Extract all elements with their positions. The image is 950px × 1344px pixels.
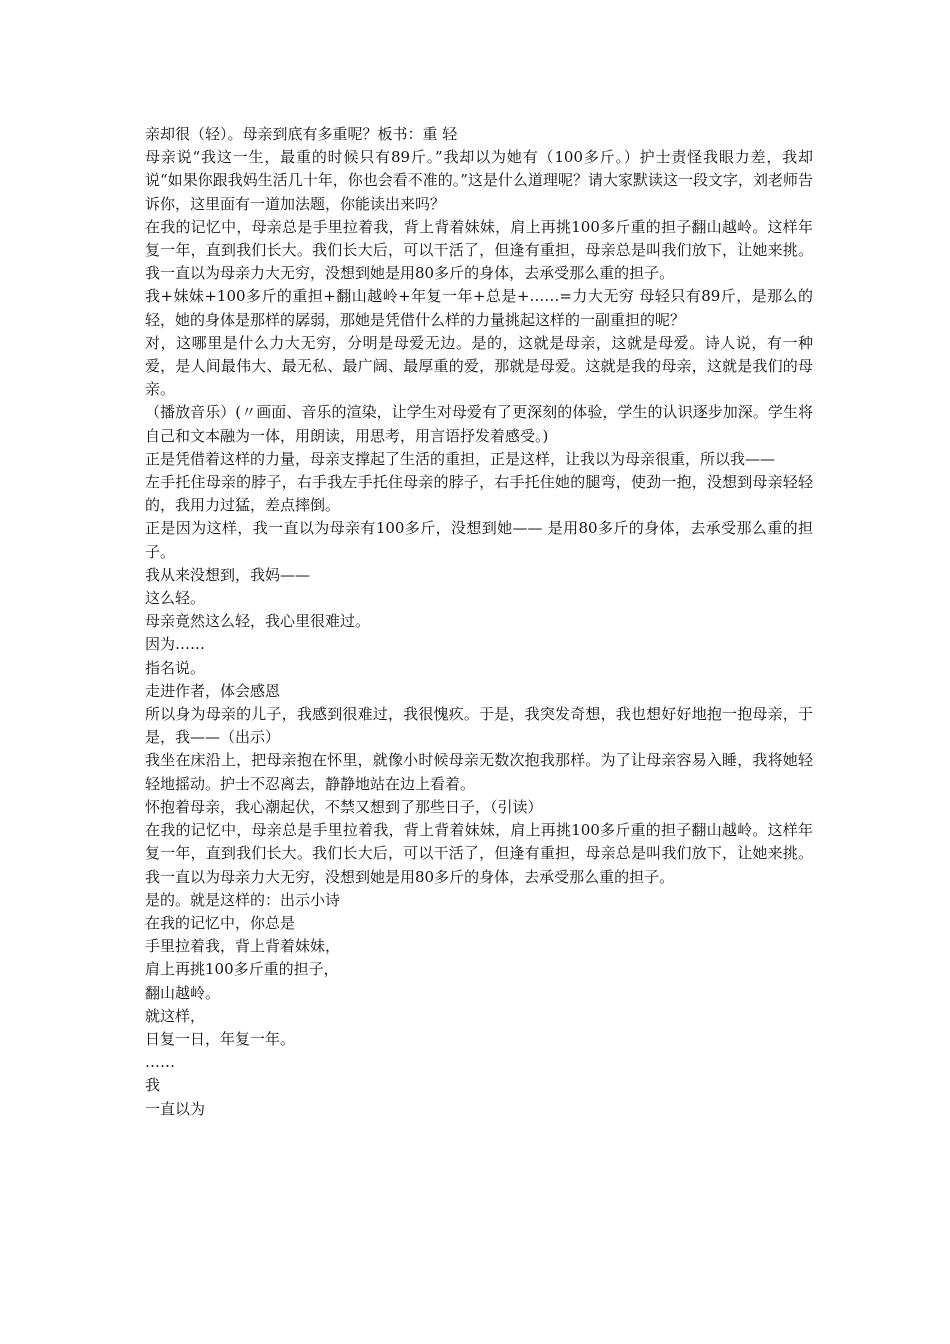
paragraph: 正是凭借着这样的力量，母亲支撑起了生活的重担，正是这样，让我以为母亲很重，所以我—— (145, 449, 776, 468)
paragraph: （播放音乐）(〃画面、音乐的渲染，让学生对母爱有了更深刻的体验，学生的认识逐步加深。学生将自己和文本融为一体，用朗读，用思考，用言语抒发着感受。) (145, 403, 813, 445)
paragraph: 对，这哪里是什么力大无穷，分明是母爱无边。是的，这就是母亲，这就是母爱。诗人说，有一种爱，是人间最伟大、最无私、最广阔、最厚重的爱，那就是母爱。这就是我的母亲，这就是我们的母亲。 (145, 333, 813, 399)
paragraph: 这么轻。 (145, 589, 206, 608)
paragraph: 我坐在床沿上，把母亲抱在怀里，就像小时候母亲无数次抱我那样。为了让母亲容易入睡，我将她轻轻地摇动。护士不忍离去，静静地站在边上看着。 (145, 751, 813, 793)
poem-line: 在我的记忆中，你总是 (145, 913, 296, 932)
poem-line: 我 (145, 1076, 161, 1095)
paragraph: 指名说。 (145, 658, 206, 677)
paragraph: 我从来没想到，我妈—— (145, 565, 311, 584)
paragraph: 我+妹妹+100多斤的重担+翻山越岭+年复一年+总是+……=力大无穷 母轻只有89斤，是那么的轻，她的身体是那样的孱弱，那她是凭借什么样的力量挑起这样的一副重担的呢？ (145, 287, 813, 329)
paragraph: 正是因为这样，我一直以为母亲有100多斤，没想到她—— 是用80多斤的身体，去承受那么重的担子。 (145, 519, 813, 561)
section-heading: 走进作者，体会感恩 (145, 681, 281, 700)
document-body (145, 123, 813, 1121)
paragraph: 是的。就是这样的：出示小诗 (145, 890, 341, 909)
paragraph: 母亲竟然这么轻，我心里很难过。 (145, 612, 371, 631)
paragraph: 在我的记忆中，母亲总是手里拉着我，背上背着妹妹，肩上再挑100多斤重的担子翻山越岭。这样年复一年，直到我们长大。我们长大后，可以干活了，但逢有重担，母亲总是叫我们放下，让她来挑。我一直以为母亲力大无穷，没想到她是用80多斤的身体，去承受那么重的担子。 (145, 217, 813, 283)
poem-line: 日复一日，年复一年。 (145, 1029, 296, 1048)
paragraph: 因为…… (145, 635, 206, 654)
paragraph: 母亲说“我这一生，最重的时候只有89斤。”我却以为她有（100多斤。）护士责怪我眼力差，我却说“如果你跟我妈生活几十年，你也会看不准的。”这是什么道理呢？请大家默读这一段文字，刘老师告诉你，这里面有一道加法题，你能读出来吗？ (145, 148, 813, 213)
poem-line: 肩上再挑100多斤重的担子， (145, 960, 339, 979)
poem-line: 手里拉着我，背上背着妹妹， (145, 937, 341, 956)
paragraph: 亲却很（轻）。母亲到底有多重呢？板书：重 轻 (145, 125, 458, 143)
poem-line: 就这样， (145, 1006, 206, 1025)
poem-line: …… (145, 1053, 175, 1072)
poem-line: 翻山越岭。 (145, 983, 221, 1002)
paragraph: 所以身为母亲的儿子，我感到很难过，我很愧疚。于是，我突发奇想，我也想好好地抱一抱母亲，于是，我——（出示） (145, 705, 813, 747)
paragraph: 左手托住母亲的脖子，右手我左手托住母亲的脖子，右手托住她的腿弯，使劲一抱，没想到母亲轻轻的，我用力过猛，差点摔倒。 (145, 473, 813, 515)
poem-line: 一直以为 (145, 1099, 206, 1118)
paragraph: 在我的记忆中，母亲总是手里拉着我，背上背着妹妹，肩上再挑100多斤重的担子翻山越岭。这样年复一年，直到我们长大。我们长大后，可以干活了，但逢有重担，母亲总是叫我们放下，让她来挑。我一直以为母亲力大无穷，没想到她是用80多斤的身体，去承受那么重的担子。 (145, 821, 813, 886)
paragraph: 怀抱着母亲，我心潮起伏，不禁又想到了那些日子，（引读） (145, 797, 543, 816)
